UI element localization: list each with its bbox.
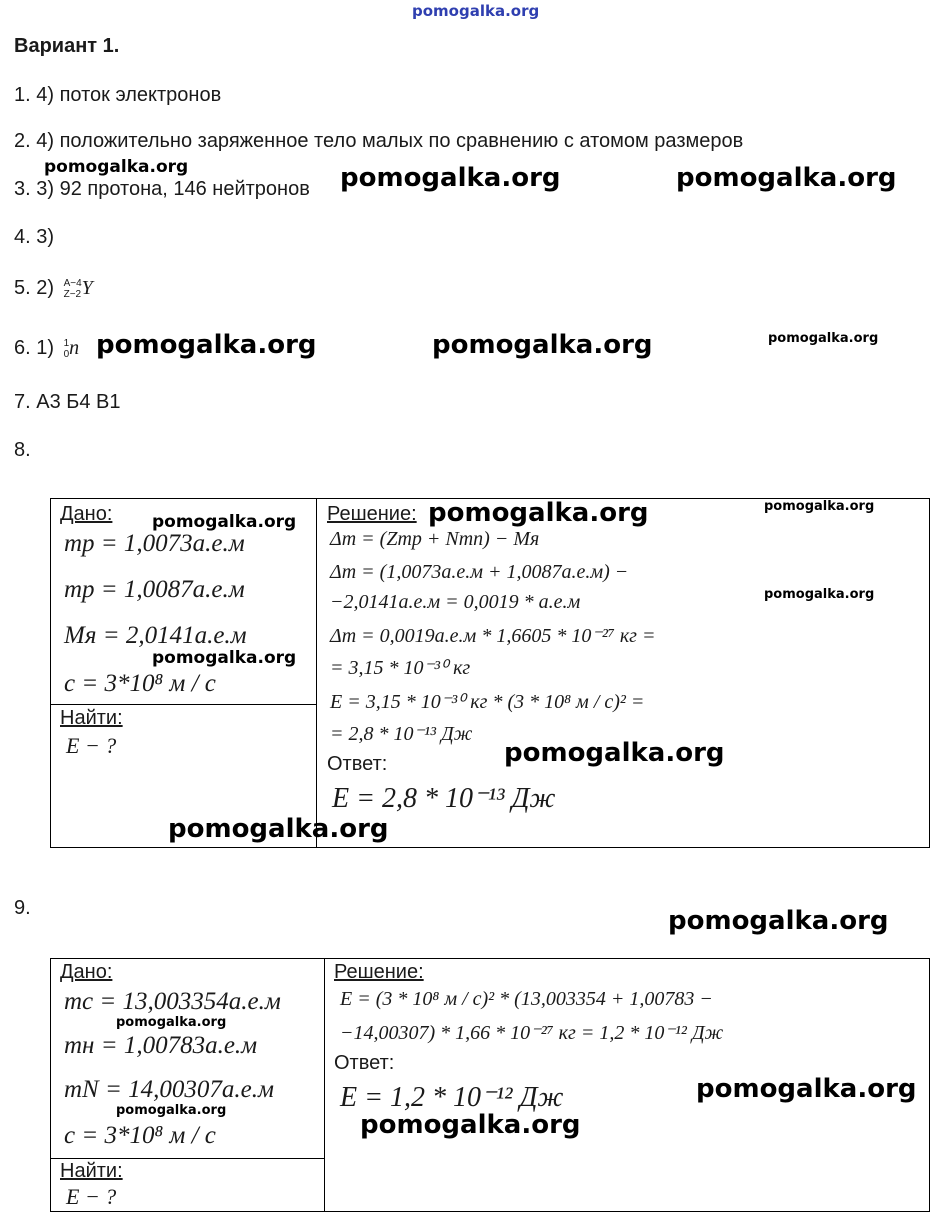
problem-9-answer: E = 1,2 * 10⁻¹² Дж bbox=[340, 1082, 564, 1113]
watermark-text: pomogalka.org bbox=[768, 331, 879, 346]
problem-9-number: 9. bbox=[14, 897, 31, 919]
watermark-text: pomogalka.org bbox=[428, 498, 649, 528]
problem-8-answer-label: Ответ: bbox=[327, 753, 388, 775]
problem-9-solution-1: E = (3 * 10⁸ м / с)² * (13,003354 + 1,00783 − bbox=[340, 988, 713, 1010]
answer-5-symbol: Y bbox=[81, 277, 93, 299]
answer-7: 7. А3 Б4 В1 bbox=[14, 391, 121, 413]
problem-8-solution-4: Δm = 0,0019а.е.м * 1,6605 * 10⁻²⁷ кг = bbox=[330, 625, 656, 647]
watermark-text: pomogalka.org bbox=[116, 1103, 227, 1118]
problem-9-find-label: Найти: bbox=[60, 1160, 123, 1182]
problem-8-solution-3: −2,0141а.е.м = 0,0019 * а.е.м bbox=[330, 591, 581, 613]
watermark-text: pomogalka.org bbox=[668, 906, 889, 936]
watermark-text: pomogalka.org bbox=[96, 330, 317, 360]
problem-9-given-label: Дано: bbox=[60, 961, 113, 983]
answer-5-prefix: 5. 2) bbox=[14, 277, 55, 299]
answer-5 bbox=[14, 277, 93, 300]
problem-9-given-1: mc = 13,003354а.е.м bbox=[64, 988, 281, 1015]
watermark-text: pomogalka.org bbox=[152, 648, 297, 668]
answer-6-charge: 0 bbox=[63, 348, 70, 360]
answer-6 bbox=[14, 337, 79, 360]
header-watermark[interactable]: pomogalka.org bbox=[412, 2, 540, 20]
problem-9-solution-2: −14,00307) * 1,66 * 10⁻²⁷ кг = 1,2 * 10⁻¹² Дж bbox=[340, 1022, 724, 1044]
problem-8-given-divider bbox=[50, 704, 316, 705]
answer-3: 3. 3) 92 протона, 146 нейтронов bbox=[14, 178, 310, 200]
watermark-text: pomogalka.org bbox=[360, 1110, 581, 1140]
problem-9-solution-label: Решение: bbox=[334, 961, 424, 983]
problem-8-solution-6: E = 3,15 * 10⁻³⁰ кг * (3 * 10⁸ м / с)² = bbox=[330, 691, 645, 713]
problem-8-given-2: mp = 1,0087а.е.м bbox=[64, 576, 245, 603]
problem-9-given-4: c = 3*10⁸ м / с bbox=[64, 1122, 216, 1149]
problem-8-solution-1: Δm = (Zmp + Nmn) − Mя bbox=[330, 528, 540, 550]
answer-2: 2. 4) положительно заряженное тело малых по сравнению с атомом размеров bbox=[14, 130, 744, 152]
problem-8-solution-5: = 3,15 * 10⁻³⁰ кг bbox=[330, 657, 471, 679]
watermark-text: pomogalka.org bbox=[504, 738, 725, 768]
page-title: Вариант 1. bbox=[14, 35, 120, 57]
watermark-text: pomogalka.org bbox=[168, 814, 389, 844]
problem-8-given-label: Дано: bbox=[60, 503, 113, 525]
answer-4: 4. 3) bbox=[14, 226, 55, 248]
problem-8-solution-7: = 2,8 * 10⁻¹³ Дж bbox=[330, 723, 473, 745]
problem-8-given-4: c = 3*10⁸ м / с bbox=[64, 670, 216, 697]
answer-6-prefix: 6. 1) bbox=[14, 337, 55, 359]
problem-9-given-2: mн = 1,00783а.е.м bbox=[64, 1032, 258, 1059]
problem-8-find-label: Найти: bbox=[60, 707, 123, 729]
answer-6-symbol: n bbox=[69, 337, 80, 359]
problem-8-given-3: Mя = 2,0141а.е.м bbox=[64, 622, 247, 649]
watermark-text: pomogalka.org bbox=[676, 163, 897, 193]
problem-9-given-divider bbox=[50, 1158, 324, 1159]
watermark-text: pomogalka.org bbox=[152, 512, 297, 532]
problem-9-find: E − ? bbox=[66, 1184, 117, 1209]
watermark-text: pomogalka.org bbox=[116, 1015, 227, 1030]
watermark-text: pomogalka.org bbox=[432, 330, 653, 360]
problem-8-solution-2: Δm = (1,0073а.е.м + 1,0087а.е.м) − bbox=[330, 561, 629, 583]
problem-8-find: E − ? bbox=[66, 733, 117, 758]
watermark-text: pomogalka.org bbox=[764, 587, 875, 602]
problem-8-answer: E = 2,8 * 10⁻¹³ Дж bbox=[332, 783, 556, 814]
problem-9-divider bbox=[324, 958, 325, 1211]
problem-9-given-3: mN = 14,00307а.е.м bbox=[64, 1076, 274, 1103]
watermark-text: pomogalka.org bbox=[340, 163, 561, 193]
problem-9-answer-label: Ответ: bbox=[334, 1052, 395, 1074]
problem-8-given-1: mp = 1,0073а.е.м bbox=[64, 530, 245, 557]
answer-5-mass: A−4 bbox=[63, 277, 82, 289]
watermark-text: pomogalka.org bbox=[764, 499, 875, 514]
problem-8-number: 8. bbox=[14, 439, 31, 461]
watermark-text: pomogalka.org bbox=[696, 1074, 917, 1104]
answer-6-mass: 1 bbox=[63, 337, 70, 349]
answer-1: 1. 4) поток электронов bbox=[14, 84, 222, 106]
watermark-text: pomogalka.org bbox=[44, 157, 189, 177]
answer-5-indices bbox=[64, 278, 82, 300]
problem-8-divider bbox=[316, 498, 317, 847]
problem-8-solution-label: Решение: bbox=[327, 503, 417, 525]
answer-5-charge: Z−2 bbox=[63, 288, 82, 300]
